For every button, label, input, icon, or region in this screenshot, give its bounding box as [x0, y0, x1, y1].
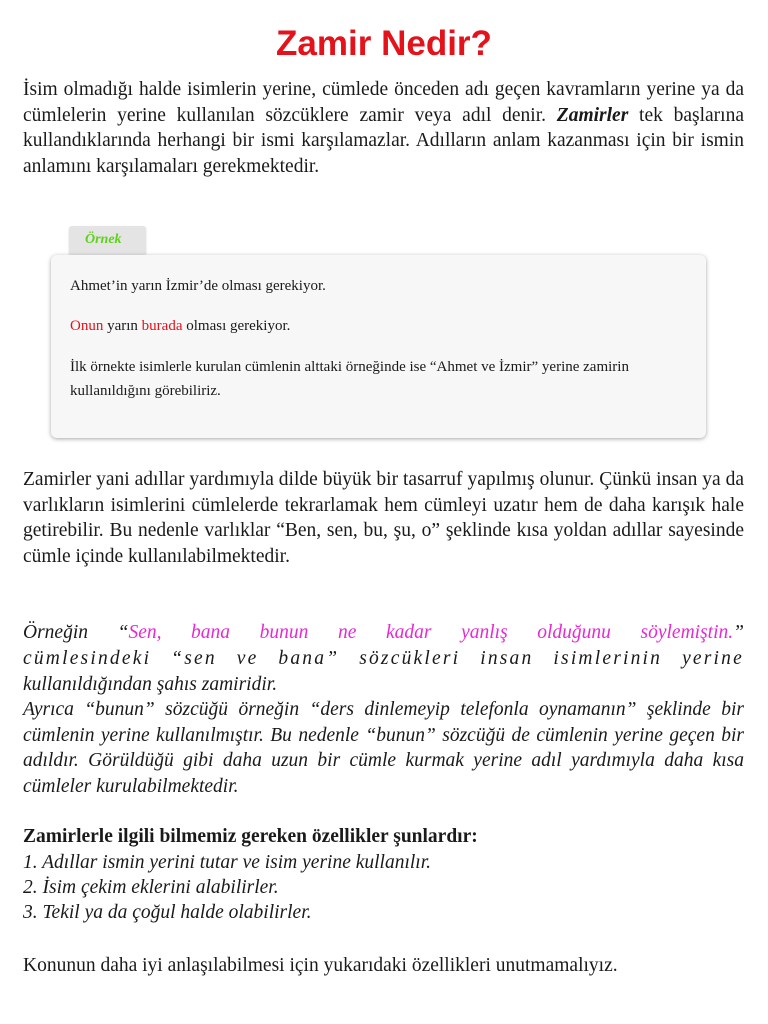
- features-heading: Zamirlerle ilgili bilmemiz gereken özellikler şunlardır:: [23, 826, 478, 847]
- example-line-2-rest: olması gerekiyor.: [182, 318, 291, 334]
- feature-item-2: 2. İsim çekim eklerini alabilirler.: [23, 877, 279, 898]
- intro-text-before: İsim olmadığı halde isimlerin yerine, cümlede önceden adı geçen kavramların yerine ya da cümlelerin yerine kullanılan sözcüklere zamir veya adıl denir.: [23, 79, 744, 126]
- example-pronoun-burada: burada: [141, 318, 183, 334]
- example-line-2-mid: yarın: [103, 318, 142, 334]
- intro-term-zamirler: Zamirler: [556, 104, 629, 126]
- example-line-3: İlk örnekte isimlerle kurulan cümlenin alttaki örneğinde ise “Ahmet ve İzmir” yerine zamirin kullanıldığını görebiliriz.: [70, 359, 629, 399]
- intro-text-after: tek başlarına kullandıklarında herhangi bir ismi karşılamazlar. Adılların anlam kazanması için bir ismin anlamını karşılamaları gerekmektedir.: [23, 104, 744, 177]
- example-box: [51, 255, 706, 438]
- closing-sentence: Konunun daha iyi anlaşılabilmesi için yukarıdaki özellikleri unutmamalıyız.: [23, 955, 618, 976]
- example-sentence-lead: Örneğin “: [23, 622, 129, 643]
- paragraph-bunun: Ayrıca “bunun” sözcüğü örneğin “ders dinlemeyip telefonla oynamanın” şeklinde bir cümlenin yerine kullanılmıştır. Bu nedenle “bunun” sözcüğü de cümlenin yerine geçen bir adıldır. Görüldüğü gibi daha uzun bir cümle kurmak yerine adıl yardımıyla daha kısa cümleler kurulabilmektedir.: [23, 699, 744, 797]
- example-tab: [69, 226, 146, 254]
- example-line-1: Ahmet’in yarın İzmir’de olması gerekiyor.: [70, 278, 326, 294]
- example-sentence-line-1: [23, 620, 744, 646]
- example-sentence-line-2: cümlesindeki “sen ve bana” sözcükleri insan isimlerinin yerine: [23, 648, 744, 669]
- example-sentence-tail: ”: [733, 622, 744, 643]
- page-title: Zamir Nedir?: [276, 24, 492, 63]
- example-sentence-line-3: kullanıldığından şahıs zamiridir.: [23, 674, 278, 695]
- paragraph-savings: Zamirler yani adıllar yardımıyla dilde büyük bir tasarruf yapılmış olunur. Çünkü insan ya da varlıkların isimlerini cümlelerde tekrarlamak hem cümleyi uzatır hem de daha karışık hale getirebilir. Bu nedenle varlıklar “Ben, sen, bu, şu, o” şeklinde kısa yoldan adıllar sayesinde cümle içinde kullanılabilmektedir.: [23, 469, 744, 567]
- example-sentence-quote: Sen, bana bunun ne kadar yanlış olduğunu söylemiştin.: [128, 622, 734, 643]
- feature-item-1: 1. Adıllar ismin yerini tutar ve isim yerine kullanılır.: [23, 852, 432, 873]
- example-line-2: [70, 314, 680, 338]
- example-pronoun-onun: Onun: [70, 318, 104, 334]
- feature-item-3: 3. Tekil ya da çoğul halde olabilirler.: [23, 902, 312, 923]
- example-tab-label: Örnek: [85, 232, 122, 247]
- intro-paragraph: [23, 77, 744, 179]
